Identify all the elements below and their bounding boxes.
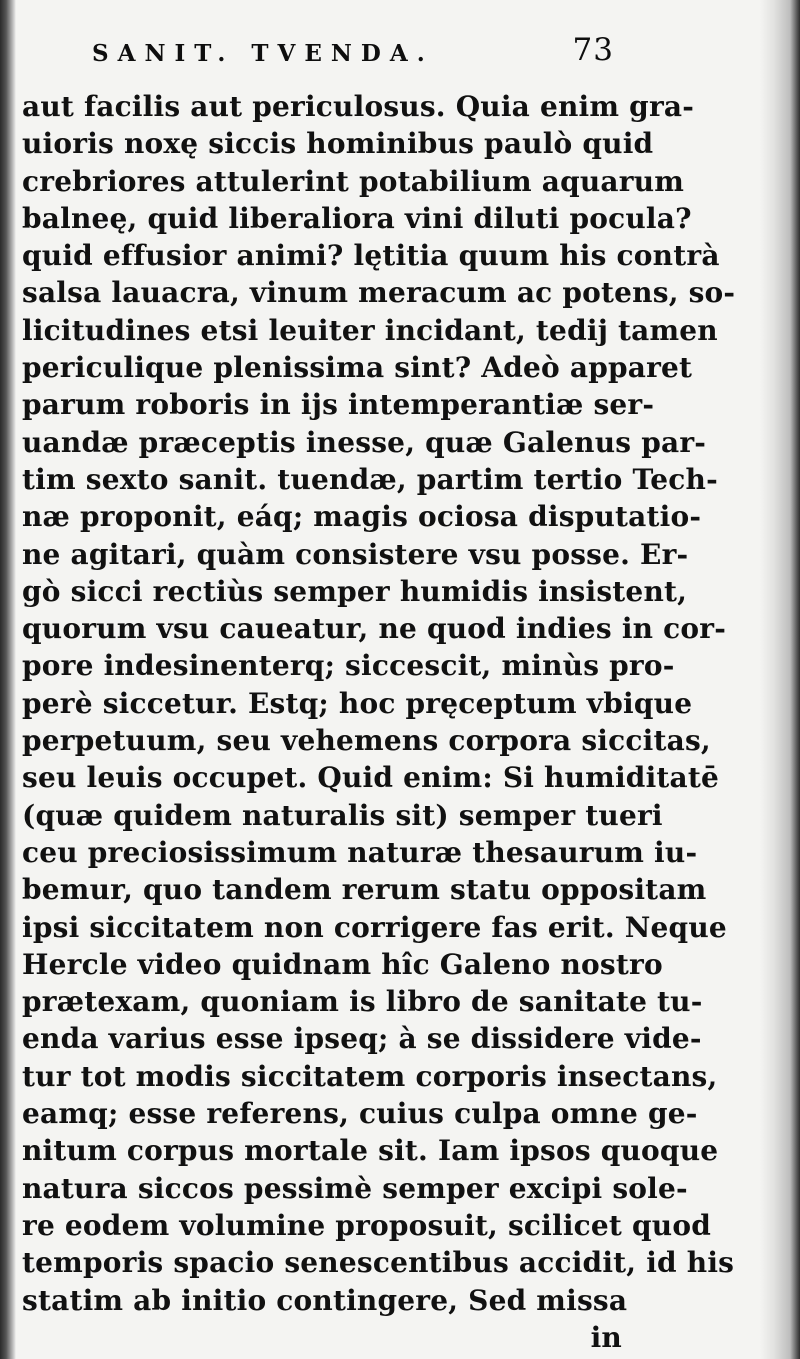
catchword: in <box>590 1320 622 1354</box>
text-line: parum roboris in ijs intemperantiæ ser- <box>22 388 655 422</box>
text-line: salsa lauacra, vinum meracum ac potens, so- <box>22 276 736 310</box>
text-line: enda varius esse ipseq; à se dissidere vide- <box>22 1022 702 1056</box>
text-line: pore indesinenterq; siccescit, minùs pro- <box>22 649 675 683</box>
text-line: statim ab initio contingere, Sed missa <box>22 1283 628 1317</box>
body-text <box>22 88 736 1356</box>
text-line: eamq; esse referens, cuius culpa omne ge- <box>22 1097 698 1131</box>
text-line: licitudines etsi leuiter incidant, tedij tamen <box>22 313 718 347</box>
text-line: quorum vsu caueatur, ne quod indies in cor- <box>22 612 727 646</box>
text-line: bemur, quo tandem rerum statu oppositam <box>22 873 707 907</box>
text-line: prætexam, quoniam is libro de sanitate tu- <box>22 985 703 1019</box>
text-line: (quæ quidem naturalis sit) semper tueri <box>22 798 663 832</box>
text-line: tur tot modis siccitatem corporis insectans, <box>22 1059 718 1093</box>
text-line: periculique plenissima sint? Adeò apparet <box>22 351 693 385</box>
text-line: quid effusior animi? lętitia quum his contrà <box>22 239 720 273</box>
text-line: balneę, quid liberaliora vini diluti pocula? <box>22 201 692 235</box>
text-line: nitum corpus mortale sit. Iam ipsos quoque <box>22 1134 719 1168</box>
text-line: perpetuum, seu vehemens corpora siccitas, <box>22 724 711 758</box>
page-header <box>70 28 614 76</box>
text-line: ne agitari, quàm consistere vsu posse. Er- <box>22 537 689 571</box>
text-line: gò sicci rectiùs semper humidis insistent, <box>22 574 688 608</box>
page-number: 73 <box>572 32 614 68</box>
text-line: re eodem volumine proposuit, scilicet quod <box>22 1208 711 1242</box>
text-line: ceu preciosissimum naturæ thesaurum iu- <box>22 835 698 869</box>
text-line: perè siccetur. Estq; hoc pręceptum vbique <box>22 686 693 720</box>
text-line: næ proponit, eáq; magis ociosa disputatio- <box>22 500 702 534</box>
text-line: tim sexto sanit. tuendæ, partim tertio Tech- <box>22 462 718 496</box>
text-line: temporis spacio senescentibus accidit, id his <box>22 1246 735 1280</box>
text-line: uioris noxę siccis hominibus paulò quid <box>22 127 654 161</box>
text-line: seu leuis occupet. Quid enim: Si humiditatē <box>22 761 720 795</box>
text-line: ipsi siccitatem non corrigere fas erit. Neque <box>22 910 727 944</box>
facing-page-edge <box>760 0 800 1359</box>
running-head: SANIT. TVENDA. <box>92 40 434 67</box>
text-line: Hercle video quidnam hîc Galeno nostro <box>22 947 663 981</box>
text-line: uandæ præceptis inesse, quæ Galenus par- <box>22 425 707 459</box>
text-line: natura siccos pessimè semper excipi sole- <box>22 1171 688 1205</box>
page-gutter <box>0 0 16 1359</box>
text-line: aut facilis aut periculosus. Quia enim gra- <box>22 90 695 123</box>
text-line: crebriores attulerint potabilium aquarum <box>22 164 685 198</box>
